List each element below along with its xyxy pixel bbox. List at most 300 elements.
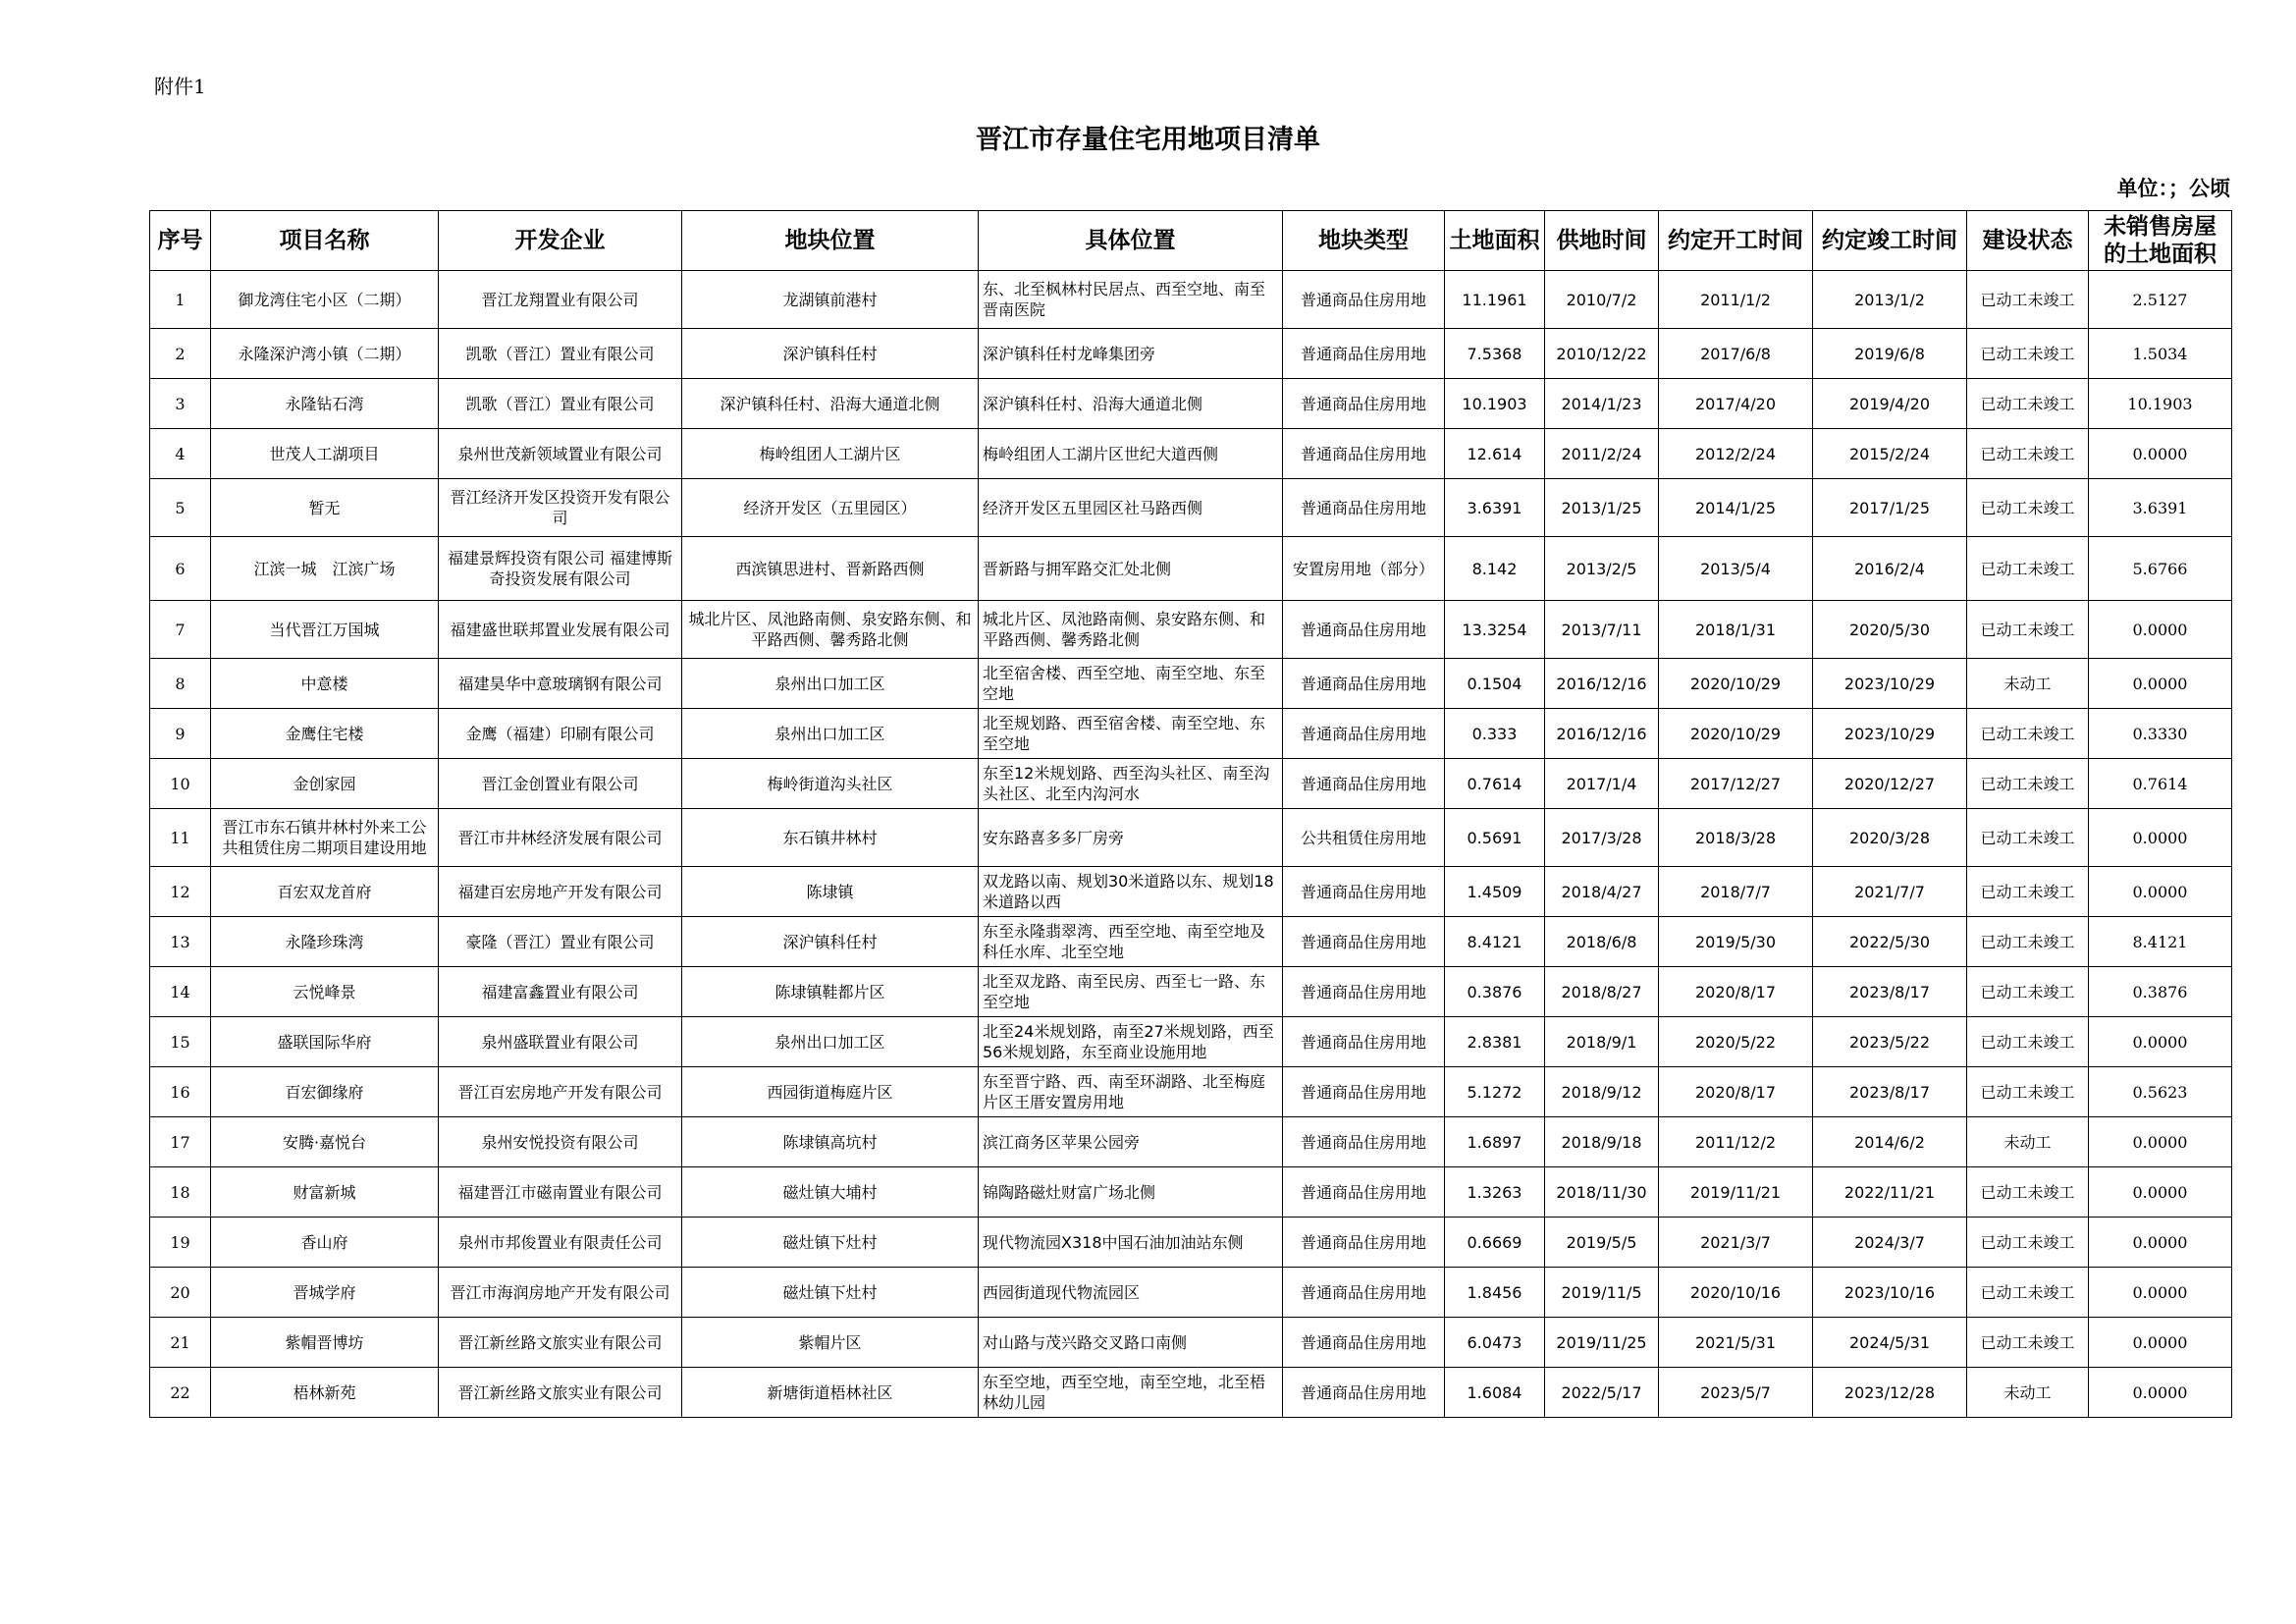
cell-name: 御龙湾住宅小区（二期） xyxy=(211,271,439,329)
cell-start: 2021/3/7 xyxy=(1659,1218,1813,1268)
cell-start: 2011/1/2 xyxy=(1659,271,1813,329)
cell-location: 磁灶镇大埔村 xyxy=(682,1167,979,1218)
cell-status: 已动工未竣工 xyxy=(1967,1067,2089,1117)
cell-type: 普通商品住房用地 xyxy=(1283,1218,1445,1268)
cell-unsold: 10.1903 xyxy=(2089,379,2232,429)
cell-unsold: 0.0000 xyxy=(2089,601,2232,659)
cell-type: 普通商品住房用地 xyxy=(1283,271,1445,329)
cell-type: 普通商品住房用地 xyxy=(1283,759,1445,809)
cell-name: 财富新城 xyxy=(211,1167,439,1218)
cell-name: 安腾·嘉悦台 xyxy=(211,1117,439,1167)
cell-finish: 2023/8/17 xyxy=(1813,967,1967,1017)
cell-supply: 2011/2/24 xyxy=(1545,429,1659,479)
cell-no: 6 xyxy=(150,537,211,601)
cell-status: 已动工未竣工 xyxy=(1967,479,2089,537)
cell-status: 已动工未竣工 xyxy=(1967,379,2089,429)
cell-finish: 2020/12/27 xyxy=(1813,759,1967,809)
cell-detail: 城北片区、凤池路南侧、泉安路东侧、和平路西侧、馨秀路北侧 xyxy=(979,601,1283,659)
cell-location: 深沪镇科任村 xyxy=(682,329,979,379)
cell-area: 8.4121 xyxy=(1445,917,1545,967)
cell-finish: 2014/6/2 xyxy=(1813,1117,1967,1167)
cell-detail: 北至宿舍楼、西至空地、南至空地、东至空地 xyxy=(979,659,1283,709)
cell-type: 普通商品住房用地 xyxy=(1283,709,1445,759)
cell-finish: 2021/7/7 xyxy=(1813,867,1967,917)
cell-finish: 2022/5/30 xyxy=(1813,917,1967,967)
cell-detail: 北至24米规划路，南至27米规划路，西至56米规划路，东至商业设施用地 xyxy=(979,1017,1283,1067)
cell-developer: 凯歌（晋江）置业有限公司 xyxy=(439,329,682,379)
cell-start: 2011/12/2 xyxy=(1659,1117,1813,1167)
cell-developer: 凯歌（晋江）置业有限公司 xyxy=(439,379,682,429)
table-row xyxy=(150,479,2232,537)
cell-unsold: 0.3330 xyxy=(2089,709,2232,759)
cell-unsold: 0.3876 xyxy=(2089,967,2232,1017)
cell-location: 经济开发区（五里园区） xyxy=(682,479,979,537)
table-row xyxy=(150,1167,2232,1218)
cell-start: 2017/4/20 xyxy=(1659,379,1813,429)
cell-supply: 2017/1/4 xyxy=(1545,759,1659,809)
table-row xyxy=(150,1318,2232,1368)
cell-supply: 2016/12/16 xyxy=(1545,709,1659,759)
table-row xyxy=(150,1117,2232,1167)
cell-no: 1 xyxy=(150,271,211,329)
cell-status: 未动工 xyxy=(1967,659,2089,709)
cell-start: 2018/7/7 xyxy=(1659,867,1813,917)
cell-name: 江滨一城 江滨广场 xyxy=(211,537,439,601)
cell-no: 12 xyxy=(150,867,211,917)
page-title: 晋江市存量住宅用地项目清单 xyxy=(976,125,1320,155)
cell-no: 2 xyxy=(150,329,211,379)
cell-finish: 2023/5/22 xyxy=(1813,1017,1967,1067)
cell-status: 已动工未竣工 xyxy=(1967,329,2089,379)
cell-developer: 晋江百宏房地产开发有限公司 xyxy=(439,1067,682,1117)
cell-status: 已动工未竣工 xyxy=(1967,1218,2089,1268)
cell-unsold: 0.7614 xyxy=(2089,759,2232,809)
cell-supply: 2018/8/27 xyxy=(1545,967,1659,1017)
cell-finish: 2016/2/4 xyxy=(1813,537,1967,601)
cell-start: 2020/5/22 xyxy=(1659,1017,1813,1067)
cell-developer: 晋江市海润房地产开发有限公司 xyxy=(439,1268,682,1318)
cell-finish: 2023/8/17 xyxy=(1813,1067,1967,1117)
table-row xyxy=(150,1368,2232,1418)
table-row xyxy=(150,1268,2232,1318)
cell-no: 13 xyxy=(150,917,211,967)
cell-area: 8.142 xyxy=(1445,537,1545,601)
cell-name: 中意楼 xyxy=(211,659,439,709)
cell-no: 5 xyxy=(150,479,211,537)
cell-developer: 泉州世茂新领域置业有限公司 xyxy=(439,429,682,479)
cell-finish: 2015/2/24 xyxy=(1813,429,1967,479)
cell-unsold: 2.5127 xyxy=(2089,271,2232,329)
cell-name: 永隆钻石湾 xyxy=(211,379,439,429)
cell-no: 9 xyxy=(150,709,211,759)
cell-location: 泉州出口加工区 xyxy=(682,659,979,709)
cell-area: 0.7614 xyxy=(1445,759,1545,809)
cell-area: 1.6897 xyxy=(1445,1117,1545,1167)
cell-start: 2017/12/27 xyxy=(1659,759,1813,809)
cell-status: 已动工未竣工 xyxy=(1967,271,2089,329)
cell-name: 永隆珍珠湾 xyxy=(211,917,439,967)
cell-no: 3 xyxy=(150,379,211,429)
cell-type: 普通商品住房用地 xyxy=(1283,659,1445,709)
cell-supply: 2022/5/17 xyxy=(1545,1368,1659,1418)
cell-area: 3.6391 xyxy=(1445,479,1545,537)
cell-finish: 2019/4/20 xyxy=(1813,379,1967,429)
cell-finish: 2013/1/2 xyxy=(1813,271,1967,329)
table-row xyxy=(150,809,2232,867)
cell-name: 香山府 xyxy=(211,1218,439,1268)
col-header-supply: 供地时间 xyxy=(1545,211,1659,271)
cell-finish: 2023/10/29 xyxy=(1813,709,1967,759)
col-header-status: 建设状态 xyxy=(1967,211,2089,271)
cell-location: 梅岭街道沟头社区 xyxy=(682,759,979,809)
header-row xyxy=(150,211,2232,271)
cell-unsold: 0.0000 xyxy=(2089,1117,2232,1167)
cell-area: 2.8381 xyxy=(1445,1017,1545,1067)
cell-finish: 2023/10/16 xyxy=(1813,1268,1967,1318)
cell-detail: 西园街道现代物流园区 xyxy=(979,1268,1283,1318)
cell-supply: 2014/1/23 xyxy=(1545,379,1659,429)
cell-detail: 现代物流园X318中国石油加油站东侧 xyxy=(979,1218,1283,1268)
cell-detail: 东、北至枫林村民居点、西至空地、南至晋南医院 xyxy=(979,271,1283,329)
cell-supply: 2018/4/27 xyxy=(1545,867,1659,917)
cell-status: 已动工未竣工 xyxy=(1967,709,2089,759)
cell-location: 新塘街道梧林社区 xyxy=(682,1368,979,1418)
cell-no: 16 xyxy=(150,1067,211,1117)
cell-finish: 2022/11/21 xyxy=(1813,1167,1967,1218)
cell-name: 永隆深沪湾小镇（二期） xyxy=(211,329,439,379)
cell-unsold: 0.0000 xyxy=(2089,1167,2232,1218)
table-row xyxy=(150,379,2232,429)
table-row xyxy=(150,917,2232,967)
cell-no: 11 xyxy=(150,809,211,867)
cell-area: 1.3263 xyxy=(1445,1167,1545,1218)
table-body xyxy=(150,271,2232,1418)
cell-location: 陈埭镇高坑村 xyxy=(682,1117,979,1167)
cell-developer: 晋江龙翔置业有限公司 xyxy=(439,271,682,329)
cell-no: 14 xyxy=(150,967,211,1017)
cell-location: 陈埭镇鞋都片区 xyxy=(682,967,979,1017)
cell-name: 百宏御缘府 xyxy=(211,1067,439,1117)
cell-type: 安置房用地（部分） xyxy=(1283,537,1445,601)
cell-developer: 福建富鑫置业有限公司 xyxy=(439,967,682,1017)
cell-detail: 北至规划路、西至宿舍楼、南至空地、东至空地 xyxy=(979,709,1283,759)
cell-status: 已动工未竣工 xyxy=(1967,1268,2089,1318)
cell-type: 普通商品住房用地 xyxy=(1283,429,1445,479)
cell-area: 0.5691 xyxy=(1445,809,1545,867)
cell-status: 已动工未竣工 xyxy=(1967,967,2089,1017)
cell-unsold: 0.0000 xyxy=(2089,1268,2232,1318)
cell-location: 西滨镇思进村、晋新路西侧 xyxy=(682,537,979,601)
cell-start: 2014/1/25 xyxy=(1659,479,1813,537)
cell-type: 普通商品住房用地 xyxy=(1283,601,1445,659)
col-header-name: 项目名称 xyxy=(211,211,439,271)
table-row xyxy=(150,709,2232,759)
cell-area: 0.1504 xyxy=(1445,659,1545,709)
cell-start: 2017/6/8 xyxy=(1659,329,1813,379)
cell-supply: 2013/1/25 xyxy=(1545,479,1659,537)
cell-area: 0.333 xyxy=(1445,709,1545,759)
cell-unsold: 0.0000 xyxy=(2089,1017,2232,1067)
cell-developer: 金鹰（福建）印刷有限公司 xyxy=(439,709,682,759)
cell-location: 磁灶镇下灶村 xyxy=(682,1218,979,1268)
cell-developer: 豪隆（晋江）置业有限公司 xyxy=(439,917,682,967)
cell-location: 泉州出口加工区 xyxy=(682,709,979,759)
cell-no: 20 xyxy=(150,1268,211,1318)
cell-detail: 东至空地，西至空地，南至空地，北至梧林幼儿园 xyxy=(979,1368,1283,1418)
cell-developer: 晋江新丝路文旅实业有限公司 xyxy=(439,1368,682,1418)
cell-unsold: 0.0000 xyxy=(2089,1368,2232,1418)
cell-name: 金鹰住宅楼 xyxy=(211,709,439,759)
cell-status: 已动工未竣工 xyxy=(1967,1017,2089,1067)
cell-detail: 北至双龙路、南至民房、西至七一路、东至空地 xyxy=(979,967,1283,1017)
table-row xyxy=(150,1017,2232,1067)
cell-start: 2020/10/29 xyxy=(1659,709,1813,759)
cell-unsold: 5.6766 xyxy=(2089,537,2232,601)
cell-type: 普通商品住房用地 xyxy=(1283,917,1445,967)
cell-developer: 泉州市邦俊置业有限责任公司 xyxy=(439,1218,682,1268)
cell-start: 2013/5/4 xyxy=(1659,537,1813,601)
cell-start: 2021/5/31 xyxy=(1659,1318,1813,1368)
cell-start: 2020/10/29 xyxy=(1659,659,1813,709)
cell-type: 普通商品住房用地 xyxy=(1283,329,1445,379)
cell-status: 已动工未竣工 xyxy=(1967,429,2089,479)
cell-area: 12.614 xyxy=(1445,429,1545,479)
cell-area: 5.1272 xyxy=(1445,1067,1545,1117)
cell-developer: 福建晋江市磁南置业有限公司 xyxy=(439,1167,682,1218)
cell-type: 普通商品住房用地 xyxy=(1283,1368,1445,1418)
cell-area: 0.3876 xyxy=(1445,967,1545,1017)
cell-status: 已动工未竣工 xyxy=(1967,917,2089,967)
col-header-developer: 开发企业 xyxy=(439,211,682,271)
col-header-no: 序号 xyxy=(150,211,211,271)
cell-supply: 2018/9/12 xyxy=(1545,1067,1659,1117)
cell-location: 陈埭镇 xyxy=(682,867,979,917)
cell-supply: 2013/7/11 xyxy=(1545,601,1659,659)
land-project-table xyxy=(149,210,2232,1418)
cell-start: 2020/8/17 xyxy=(1659,967,1813,1017)
cell-supply: 2013/2/5 xyxy=(1545,537,1659,601)
cell-location: 龙湖镇前港村 xyxy=(682,271,979,329)
cell-developer: 晋江金创置业有限公司 xyxy=(439,759,682,809)
cell-finish: 2020/3/28 xyxy=(1813,809,1967,867)
cell-developer: 福建百宏房地产开发有限公司 xyxy=(439,867,682,917)
cell-start: 2019/11/21 xyxy=(1659,1167,1813,1218)
cell-finish: 2024/5/31 xyxy=(1813,1318,1967,1368)
cell-location: 深沪镇科任村 xyxy=(682,917,979,967)
cell-type: 普通商品住房用地 xyxy=(1283,1067,1445,1117)
cell-location: 深沪镇科任村、沿海大通道北侧 xyxy=(682,379,979,429)
cell-supply: 2017/3/28 xyxy=(1545,809,1659,867)
table-row xyxy=(150,759,2232,809)
table-row xyxy=(150,329,2232,379)
cell-name: 百宏双龙首府 xyxy=(211,867,439,917)
col-header-location: 地块位置 xyxy=(682,211,979,271)
table-row xyxy=(150,659,2232,709)
cell-start: 2018/3/28 xyxy=(1659,809,1813,867)
cell-type: 普通商品住房用地 xyxy=(1283,1268,1445,1318)
cell-name: 梧林新苑 xyxy=(211,1368,439,1418)
table-row xyxy=(150,967,2232,1017)
cell-finish: 2017/1/25 xyxy=(1813,479,1967,537)
cell-supply: 2018/11/30 xyxy=(1545,1167,1659,1218)
cell-start: 2020/8/17 xyxy=(1659,1067,1813,1117)
cell-supply: 2018/6/8 xyxy=(1545,917,1659,967)
col-header-detail: 具体位置 xyxy=(979,211,1283,271)
cell-status: 已动工未竣工 xyxy=(1967,867,2089,917)
cell-area: 6.0473 xyxy=(1445,1318,1545,1368)
cell-area: 11.1961 xyxy=(1445,271,1545,329)
cell-area: 13.3254 xyxy=(1445,601,1545,659)
cell-status: 已动工未竣工 xyxy=(1967,809,2089,867)
table-row xyxy=(150,271,2232,329)
cell-area: 7.5368 xyxy=(1445,329,1545,379)
cell-area: 10.1903 xyxy=(1445,379,1545,429)
cell-no: 17 xyxy=(150,1117,211,1167)
cell-finish: 2023/10/29 xyxy=(1813,659,1967,709)
cell-unsold: 0.0000 xyxy=(2089,659,2232,709)
cell-start: 2019/5/30 xyxy=(1659,917,1813,967)
cell-name: 晋城学府 xyxy=(211,1268,439,1318)
cell-name: 云悦峰景 xyxy=(211,967,439,1017)
cell-no: 21 xyxy=(150,1318,211,1368)
cell-type: 普通商品住房用地 xyxy=(1283,1318,1445,1368)
cell-status: 已动工未竣工 xyxy=(1967,759,2089,809)
cell-unsold: 8.4121 xyxy=(2089,917,2232,967)
cell-supply: 2019/11/5 xyxy=(1545,1268,1659,1318)
cell-detail: 梅岭组团人工湖片区世纪大道西侧 xyxy=(979,429,1283,479)
cell-unsold: 0.0000 xyxy=(2089,867,2232,917)
cell-finish: 2019/6/8 xyxy=(1813,329,1967,379)
cell-location: 紫帽片区 xyxy=(682,1318,979,1368)
cell-developer: 福建景辉投资有限公司 福建博斯奇投资发展有限公司 xyxy=(439,537,682,601)
cell-detail: 东至晋宁路、西、南至环湖路、北至梅庭片区王厝安置房用地 xyxy=(979,1067,1283,1117)
table-row xyxy=(150,601,2232,659)
cell-name: 盛联国际华府 xyxy=(211,1017,439,1067)
cell-developer: 福建盛世联邦置业发展有限公司 xyxy=(439,601,682,659)
cell-developer: 福建昊华中意玻璃钢有限公司 xyxy=(439,659,682,709)
cell-no: 19 xyxy=(150,1218,211,1268)
cell-area: 0.6669 xyxy=(1445,1218,1545,1268)
unit-label: 单位：；公顷 xyxy=(2116,177,2230,200)
cell-location: 泉州出口加工区 xyxy=(682,1017,979,1067)
cell-unsold: 0.5623 xyxy=(2089,1067,2232,1117)
cell-type: 普通商品住房用地 xyxy=(1283,1017,1445,1067)
cell-type: 普通商品住房用地 xyxy=(1283,1167,1445,1218)
cell-unsold: 3.6391 xyxy=(2089,479,2232,537)
cell-unsold: 0.0000 xyxy=(2089,809,2232,867)
cell-no: 15 xyxy=(150,1017,211,1067)
cell-name: 晋江市东石镇井林村外来工公共租赁住房二期项目建设用地 xyxy=(211,809,439,867)
col-header-unsold: 未销售房屋的土地面积 xyxy=(2089,211,2232,271)
cell-unsold: 0.0000 xyxy=(2089,429,2232,479)
cell-no: 18 xyxy=(150,1167,211,1218)
cell-start: 2020/10/16 xyxy=(1659,1268,1813,1318)
cell-supply: 2019/5/5 xyxy=(1545,1218,1659,1268)
col-header-area: 土地面积 xyxy=(1445,211,1545,271)
col-header-start: 约定开工时间 xyxy=(1659,211,1813,271)
cell-name: 金创家园 xyxy=(211,759,439,809)
cell-start: 2018/1/31 xyxy=(1659,601,1813,659)
cell-area: 1.8456 xyxy=(1445,1268,1545,1318)
cell-area: 1.6084 xyxy=(1445,1368,1545,1418)
cell-status: 已动工未竣工 xyxy=(1967,1167,2089,1218)
cell-supply: 2018/9/1 xyxy=(1545,1017,1659,1067)
cell-name: 世茂人工湖项目 xyxy=(211,429,439,479)
cell-detail: 深沪镇科任村龙峰集团旁 xyxy=(979,329,1283,379)
cell-start: 2012/2/24 xyxy=(1659,429,1813,479)
cell-name: 当代晋江万国城 xyxy=(211,601,439,659)
cell-developer: 晋江市井林经济发展有限公司 xyxy=(439,809,682,867)
cell-detail: 深沪镇科任村、沿海大通道北侧 xyxy=(979,379,1283,429)
cell-type: 普通商品住房用地 xyxy=(1283,1117,1445,1167)
cell-no: 10 xyxy=(150,759,211,809)
cell-location: 梅岭组团人工湖片区 xyxy=(682,429,979,479)
cell-developer: 晋江经济开发区投资开发有限公司 xyxy=(439,479,682,537)
cell-name: 紫帽晋博坊 xyxy=(211,1318,439,1368)
cell-supply: 2010/7/2 xyxy=(1545,271,1659,329)
cell-detail: 安东路喜多多厂房旁 xyxy=(979,809,1283,867)
cell-detail: 滨江商务区苹果公园旁 xyxy=(979,1117,1283,1167)
cell-finish: 2023/12/28 xyxy=(1813,1368,1967,1418)
cell-supply: 2018/9/18 xyxy=(1545,1117,1659,1167)
col-header-type: 地块类型 xyxy=(1283,211,1445,271)
cell-detail: 经济开发区五里园区社马路西侧 xyxy=(979,479,1283,537)
cell-type: 公共租赁住房用地 xyxy=(1283,809,1445,867)
table-row xyxy=(150,1067,2232,1117)
cell-status: 已动工未竣工 xyxy=(1967,1318,2089,1368)
cell-detail: 晋新路与拥军路交汇处北侧 xyxy=(979,537,1283,601)
cell-unsold: 0.0000 xyxy=(2089,1318,2232,1368)
cell-type: 普通商品住房用地 xyxy=(1283,867,1445,917)
cell-no: 22 xyxy=(150,1368,211,1418)
table-row xyxy=(150,1218,2232,1268)
cell-type: 普通商品住房用地 xyxy=(1283,967,1445,1017)
cell-detail: 东至永隆翡翠湾、西至空地、南至空地及科任水库、北至空地 xyxy=(979,917,1283,967)
cell-detail: 对山路与茂兴路交叉路口南侧 xyxy=(979,1318,1283,1368)
cell-status: 未动工 xyxy=(1967,1368,2089,1418)
attachment-label: 附件1 xyxy=(154,75,206,98)
cell-supply: 2010/12/22 xyxy=(1545,329,1659,379)
cell-status: 已动工未竣工 xyxy=(1967,601,2089,659)
cell-location: 西园街道梅庭片区 xyxy=(682,1067,979,1117)
cell-area: 1.4509 xyxy=(1445,867,1545,917)
cell-developer: 晋江新丝路文旅实业有限公司 xyxy=(439,1318,682,1368)
cell-developer: 泉州盛联置业有限公司 xyxy=(439,1017,682,1067)
cell-location: 城北片区、凤池路南侧、泉安路东侧、和平路西侧、馨秀路北侧 xyxy=(682,601,979,659)
cell-status: 已动工未竣工 xyxy=(1967,537,2089,601)
table-row xyxy=(150,537,2232,601)
cell-developer: 泉州安悦投资有限公司 xyxy=(439,1117,682,1167)
cell-no: 8 xyxy=(150,659,211,709)
cell-name: 暂无 xyxy=(211,479,439,537)
cell-no: 4 xyxy=(150,429,211,479)
cell-detail: 锦陶路磁灶财富广场北侧 xyxy=(979,1167,1283,1218)
cell-detail: 东至12米规划路、西至沟头社区、南至沟头社区、北至内沟河水 xyxy=(979,759,1283,809)
cell-supply: 2016/12/16 xyxy=(1545,659,1659,709)
cell-unsold: 1.5034 xyxy=(2089,329,2232,379)
cell-status: 未动工 xyxy=(1967,1117,2089,1167)
table-row xyxy=(150,867,2232,917)
cell-unsold: 0.0000 xyxy=(2089,1218,2232,1268)
cell-supply: 2019/11/25 xyxy=(1545,1318,1659,1368)
cell-location: 磁灶镇下灶村 xyxy=(682,1268,979,1318)
cell-type: 普通商品住房用地 xyxy=(1283,379,1445,429)
cell-type: 普通商品住房用地 xyxy=(1283,479,1445,537)
cell-detail: 双龙路以南、规划30米道路以东、规划18米道路以西 xyxy=(979,867,1283,917)
table-row xyxy=(150,429,2232,479)
col-header-finish: 约定竣工时间 xyxy=(1813,211,1967,271)
cell-finish: 2020/5/30 xyxy=(1813,601,1967,659)
